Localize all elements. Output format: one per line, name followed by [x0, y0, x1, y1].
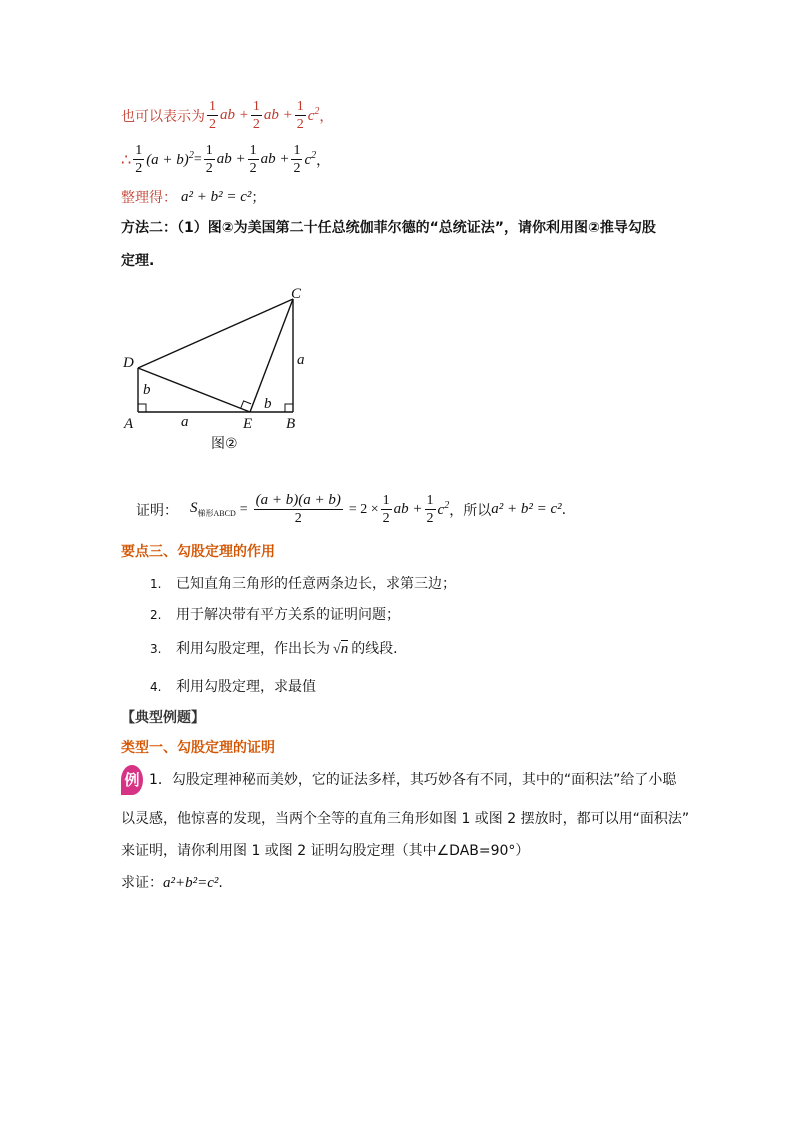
therefore-symbol: ∴ [121, 150, 132, 169]
proof-label: 证明： [136, 502, 178, 519]
line1-label: 也可以表示为 [121, 108, 205, 125]
term-ab-1: ab + [220, 107, 249, 123]
fraction-half: $\frac{1}{2}$ [252, 99, 260, 132]
term-ab-2: ab + [260, 151, 290, 167]
prove-line: 求证：a²+b²=c². [121, 875, 223, 891]
segment-DE [138, 368, 250, 412]
term-ab-2: ab + [263, 107, 293, 123]
fraction-half: $\frac{1}{2}$ [249, 143, 257, 176]
sqrt-n: n [340, 641, 349, 657]
prove-label: 求证： [121, 875, 163, 891]
method2-line1: 方法二：（1）图②为美国第二十任总统伽菲尔德的“总统证法”，请你利用图②推导勾股 [121, 220, 656, 236]
term-c-squared: $c^2$ [304, 150, 317, 168]
right-angle-E [241, 401, 251, 408]
prove-expression: a²+b²=c² [163, 875, 219, 891]
segment-DC [138, 299, 293, 368]
fraction-half: $\frac{1}{2}$ [293, 143, 301, 176]
list-item: 4. 利用勾股定理，求最值 [150, 679, 316, 695]
figure-caption: 图② [211, 436, 238, 452]
term-ab-1: ab + [216, 151, 246, 167]
side-label-a-bottom: a [181, 414, 189, 430]
point-label-C: C [291, 286, 302, 302]
fraction-area: $\frac{(a + b)(a + b)}{2}$ [255, 492, 341, 526]
point-label-E: E [243, 416, 253, 432]
fraction-half: $\frac{1}{2}$ [382, 493, 390, 526]
line1-end: ， [319, 108, 334, 125]
simplify-label: 整理得： [121, 190, 177, 206]
times-two: = 2 × [348, 501, 379, 517]
area-symbol: $S_{梯形ABCD}$ [190, 500, 236, 518]
side-label-a-right: a [297, 352, 305, 368]
method2-line2: 定理. [121, 253, 155, 269]
fraction-half: $\frac{1}{2}$ [296, 99, 304, 132]
fraction-half: $\frac{1}{2}$ [205, 143, 213, 176]
term-a-plus-b-squared: $(a + b)^2$ [146, 150, 194, 168]
proof-line: 证明： $S_{梯形ABCD}$ = $\frac{(a + b)(a + b)}{2}$ = 2 × $\frac{1}{2}$ ab + $\frac{1}{2}$ $c^2$ ，所以 a² + b² = c² . [136, 492, 567, 526]
sqrt-symbol: √ [333, 642, 341, 657]
point-label-A: A [124, 416, 134, 432]
line2-end: ， [316, 152, 331, 169]
example-line2: 以灵感，他惊喜的发现，当两个全等的直角三角形如图 1 或图 2 摆放时，都可以用“面积法” [121, 811, 690, 827]
list-item: 1. 已知直角三角形的任意两条边长，求第三边； [150, 576, 456, 592]
side-label-b-inner: b [264, 396, 272, 412]
line-simplify [121, 187, 265, 207]
side-label-b-left: b [143, 382, 151, 398]
example-line3: 来证明，请你利用图 1 或图 2 证明勾股定理（其中∠DAB=90°） [121, 843, 530, 859]
proof-result: a² + b² = c² [491, 501, 562, 517]
fraction-half: $\frac{1}{2}$ [426, 493, 434, 526]
list-item: 2. 用于解决带有平方关系的证明问题； [150, 607, 400, 623]
term-c-squared: $c^2$ [307, 106, 320, 124]
list-item: 3. 利用勾股定理，作出长为 √n 的线段. [150, 641, 398, 657]
term-ab: ab + [393, 501, 423, 517]
term-c-squared: $c^2$ [437, 500, 450, 518]
point-label-B: B [286, 416, 296, 432]
equals-sign: = [193, 151, 202, 167]
line-therefore-equation [121, 142, 330, 177]
proof-so: ，所以 [449, 502, 492, 519]
line3-end: ； [251, 190, 266, 206]
example-line1: 例 1．勾股定理神秘而美妙，它的证法多样，其巧妙各有不同，其中的“面积法”给了小聪 [121, 765, 676, 795]
section3-title: 要点三、勾股定理的作用 [121, 544, 275, 560]
right-angle-A [138, 404, 146, 412]
typical-examples-heading: 【典型例题】 [121, 710, 205, 726]
point-label-D: D [123, 355, 134, 371]
figure-garfield-trapezoid [115, 282, 335, 457]
pythagorean-result: a² + b² = c² [181, 188, 252, 205]
fraction-half: $\frac{1}{2}$ [209, 99, 216, 132]
fraction-half: $\frac{1}{2}$ [135, 143, 143, 176]
example-badge: 例 [121, 765, 143, 795]
right-angle-B [285, 404, 293, 412]
proof-end: . [561, 501, 567, 518]
line-also-expressed [121, 98, 333, 133]
type1-title: 类型一、勾股定理的证明 [121, 740, 275, 756]
